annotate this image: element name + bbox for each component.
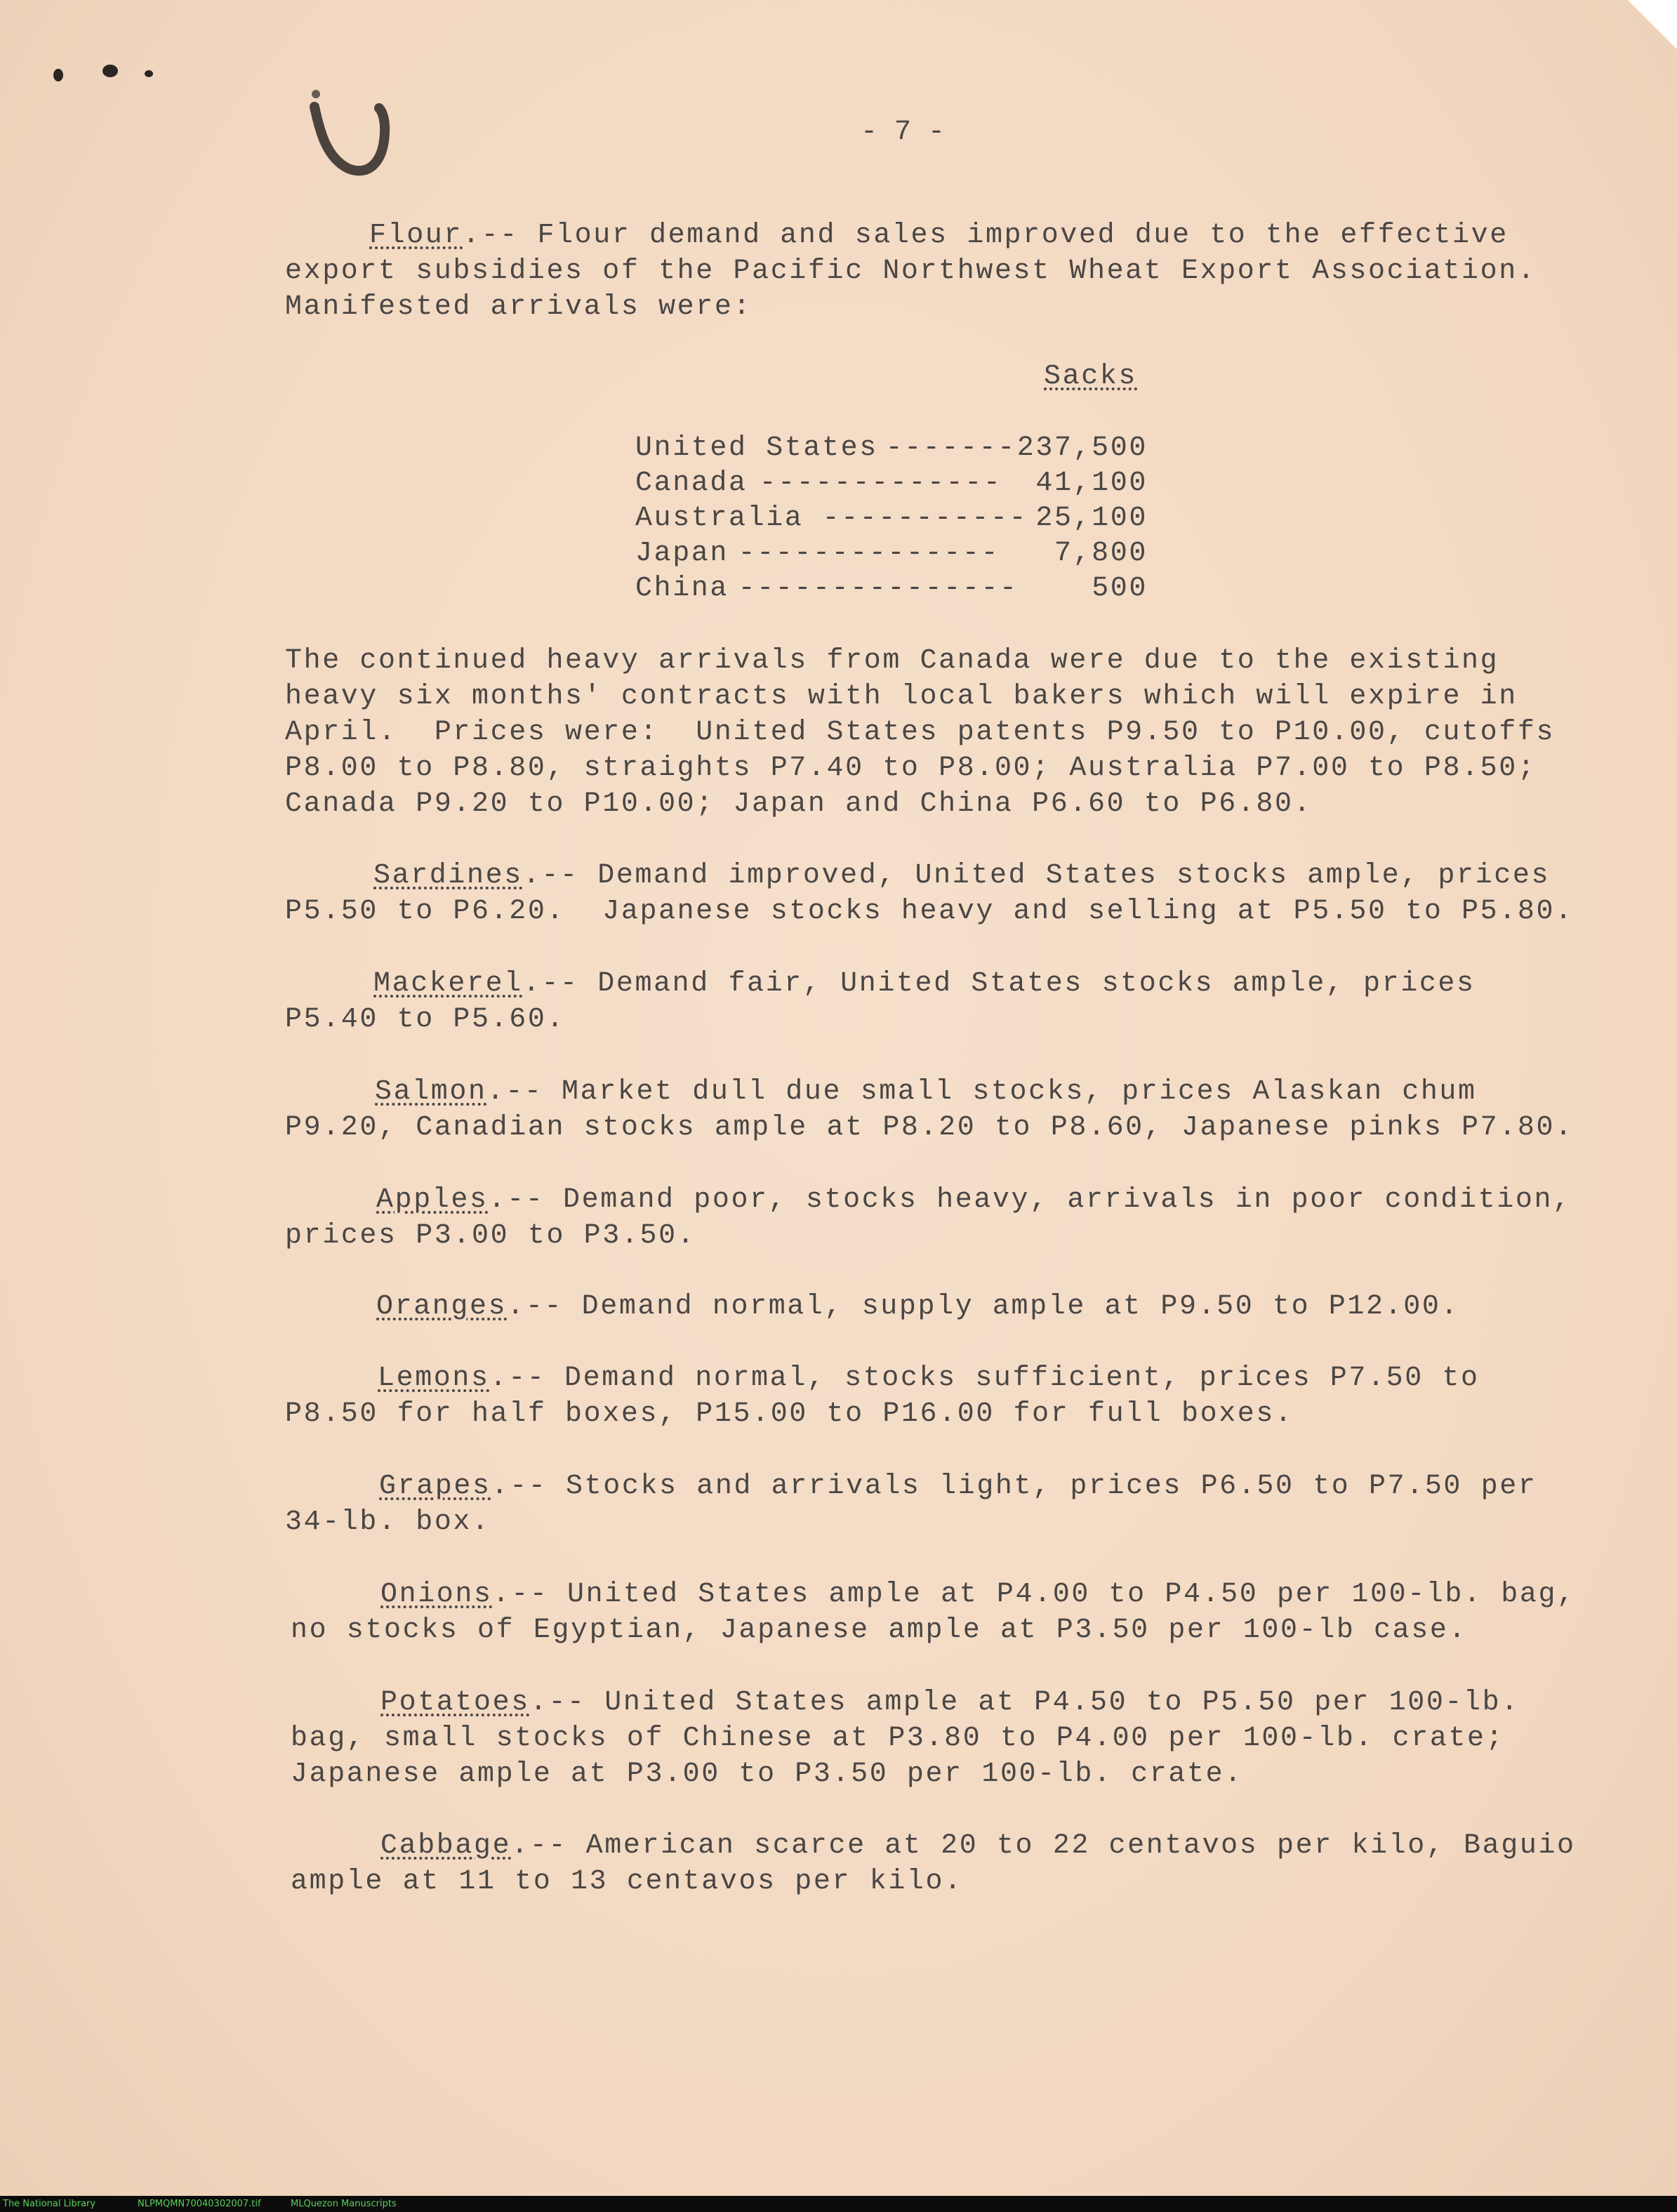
sacks-value: 500	[1092, 573, 1148, 604]
onions-heading: Onions	[380, 1579, 493, 1610]
punch-hole-mark	[53, 69, 63, 81]
text-line: Lemons.-- Demand normal, stocks sufficient, prices P7.50 to	[378, 1363, 1480, 1394]
cabbage-heading: Cabbage	[380, 1830, 512, 1862]
country-name: Canada	[635, 468, 748, 499]
oranges-heading: Oranges	[376, 1291, 508, 1323]
sacks-column-header: Sacks	[1044, 361, 1138, 392]
text-line: Potatoes.-- United States ample at P4.50 to P5.50 per 100-lb.	[380, 1687, 1520, 1718]
sacks-value: 25,100	[1035, 503, 1148, 534]
table-row	[635, 538, 1148, 571]
footer-library: The National Library	[3, 2199, 96, 2209]
text-line: Onions.-- United States ample at P4.00 to P4.50 per 100-lb. bag,	[380, 1579, 1576, 1610]
country-name: United States	[635, 432, 878, 464]
text-line: 34-lb. box.	[285, 1506, 491, 1538]
footer-file: NLPMQMN70040302007.tif	[138, 2199, 261, 2209]
sacks-value: 237,500	[1016, 432, 1148, 464]
table-row	[635, 503, 1148, 536]
sacks-value: 7,800	[1054, 538, 1148, 569]
table-row	[635, 468, 1148, 501]
country-name: China	[635, 573, 729, 604]
table-row	[635, 573, 1148, 607]
country-name: Australia	[635, 503, 804, 534]
flour-line-2: export subsidies of the Pacific Northwest Wheat Export Association.	[285, 256, 1537, 287]
text-line: The continued heavy arrivals from Canada were due to the existing	[285, 645, 1499, 677]
text-line: Japanese ample at P3.00 to P3.50 per 100-lb. crate.	[291, 1759, 1243, 1790]
text-line: prices P3.00 to P3.50.	[285, 1220, 696, 1252]
salmon-heading: Salmon	[375, 1076, 487, 1108]
text-line: bag, small stocks of Chinese at P3.80 to P4.00 per 100-lb. crate;	[291, 1723, 1505, 1754]
flour-line-3: Manifested arrivals were:	[285, 291, 753, 323]
text-line: Cabbage.-- American scarce at 20 to 22 centavos per kilo, Baguio	[380, 1830, 1576, 1862]
country-name: Japan	[635, 538, 729, 569]
leader-dashes: --------------	[720, 538, 1000, 569]
text-line: Mackerel.-- Demand fair, United States stocks ample, prices	[373, 968, 1476, 1000]
page-number: - 7 -	[861, 117, 946, 148]
text-line: Oranges.-- Demand normal, supply ample at P9.50 to P12.00.	[376, 1291, 1460, 1323]
ink-stain-mark	[306, 84, 397, 183]
punch-hole-mark	[145, 70, 153, 77]
grapes-heading: Grapes	[379, 1471, 491, 1502]
text-line: Grapes.-- Stocks and arrivals light, prices P6.50 to P7.50 per	[379, 1471, 1537, 1502]
text-line: ample at 11 to 13 centavos per kilo.	[291, 1866, 963, 1898]
footer-collection: MLQuezon Manuscripts	[291, 2199, 397, 2209]
leader-dashes: ---------------	[720, 573, 1019, 604]
text-line: no stocks of Egyptian, Japanese ample at P3.50 per 100-lb case.	[291, 1615, 1468, 1646]
punch-hole-mark	[102, 65, 118, 77]
flour-heading: Flour	[369, 220, 463, 251]
mackerel-heading: Mackerel	[373, 968, 523, 1000]
lemons-heading: Lemons	[378, 1363, 490, 1394]
flour-line-1: Flour.-- Flour demand and sales improved due to the effective	[369, 220, 1509, 251]
text-line: P5.40 to P5.60.	[285, 1004, 566, 1035]
text-line: P8.00 to P8.80, straights P7.40 to P8.00; Australia P7.00 to P8.50;	[285, 753, 1537, 784]
text-line: P5.50 to P6.20. Japanese stocks heavy and selling at P5.50 to P5.80.	[285, 896, 1574, 927]
scan-footer-bar	[0, 2196, 1677, 2212]
folded-corner	[1628, 0, 1677, 49]
text-line: heavy six months' contracts with local bakers which will expire in	[285, 681, 1518, 713]
leader-dashes: -----------	[804, 503, 1028, 534]
leader-dashes: -------	[867, 432, 1016, 464]
text-line: P8.50 for half boxes, P15.00 to P16.00 for full boxes.	[285, 1398, 1294, 1430]
leader-dashes: -------------	[741, 468, 1002, 499]
sacks-value: 41,100	[1035, 468, 1148, 499]
text-line: P9.20, Canadian stocks ample at P8.20 to P8.60, Japanese pinks P7.80.	[285, 1112, 1574, 1144]
text-line: Canada P9.20 to P10.00; Japan and China P6.60 to P6.80.	[285, 788, 1313, 820]
text-line: Apples.-- Demand poor, stocks heavy, arrivals in poor condition,	[376, 1184, 1572, 1216]
sardines-heading: Sardines	[373, 860, 523, 892]
text-line: Sardines.-- Demand improved, United States stocks ample, prices	[373, 860, 1551, 892]
text-line: Salmon.-- Market dull due small stocks, prices Alaskan chum	[375, 1076, 1477, 1108]
apples-heading: Apples	[376, 1184, 489, 1216]
potatoes-heading: Potatoes	[380, 1687, 530, 1718]
text-line: April. Prices were: United States patents P9.50 to P10.00, cutoffs	[285, 717, 1556, 748]
table-row	[635, 432, 1148, 466]
